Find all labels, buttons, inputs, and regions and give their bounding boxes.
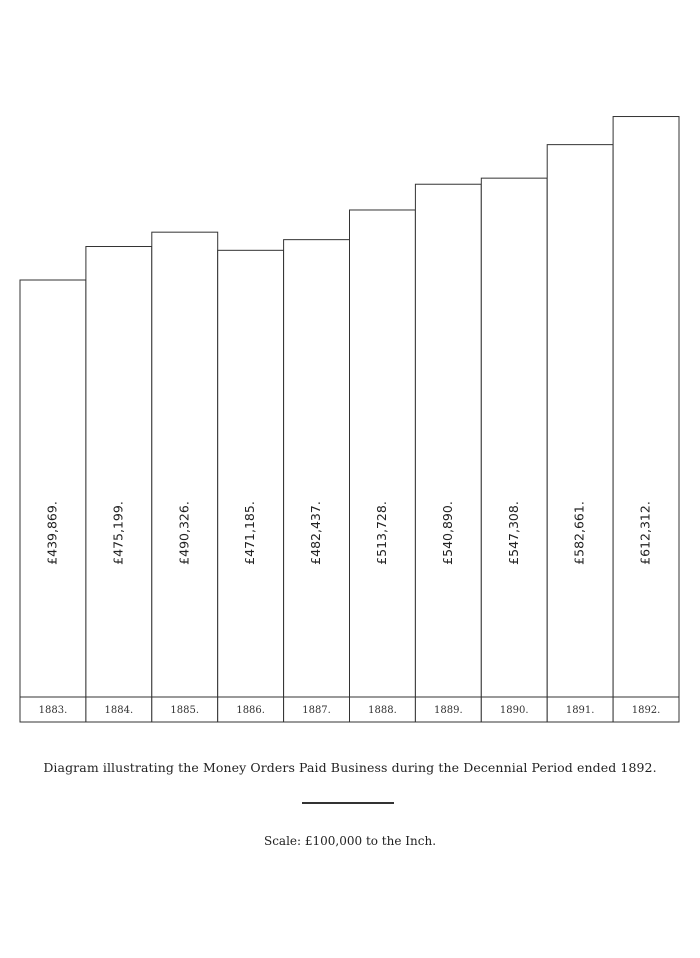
year-tick-label: 1886. [236, 705, 265, 716]
bar-1890 [481, 178, 547, 697]
bar-1883 [20, 280, 86, 697]
bar-value-label: £612,312. [637, 501, 653, 565]
bar-value-label: £482,437. [308, 501, 324, 565]
chart-title: Diagram illustrating the Money Orders Paid Business during the Decennial Period ended 1892. [43, 760, 657, 775]
year-tick-label: 1889. [434, 705, 463, 716]
scale-note: Scale: £100,000 to the Inch. [263, 834, 437, 848]
year-tick-label: 1884. [104, 705, 134, 716]
year-tick-label: 1883. [38, 705, 68, 716]
bar-value-label: £475,199. [110, 501, 126, 565]
bar-1888 [350, 210, 416, 697]
year-tick-label: 1892. [631, 705, 661, 716]
bar-1885 [152, 232, 218, 697]
caption-divider [302, 802, 394, 804]
bar-value-label: £471,185. [242, 501, 258, 565]
year-tick-label: 1890. [499, 705, 529, 716]
year-tick-label: 1888. [368, 705, 397, 716]
year-tick-label: 1891. [565, 705, 595, 716]
bar-1889 [415, 184, 481, 697]
bar-value-label: £540,890. [439, 501, 455, 565]
bar-value-label: £547,308. [505, 501, 521, 565]
bar-1884 [86, 247, 152, 697]
bar-1887 [284, 240, 350, 697]
year-tick-label: 1885. [170, 705, 200, 716]
bars [20, 117, 679, 697]
bar-1891 [547, 145, 613, 697]
bar-value-label: £582,661. [571, 501, 587, 565]
bar-value-label: £513,728. [373, 501, 389, 565]
bar-value-label: £490,326. [176, 501, 192, 565]
bar-1892 [613, 117, 679, 697]
year-label-row [20, 697, 679, 722]
bar-1886 [218, 250, 284, 697]
bar-value-label: £439,869. [44, 501, 60, 565]
year-tick-label: 1887. [302, 705, 331, 716]
